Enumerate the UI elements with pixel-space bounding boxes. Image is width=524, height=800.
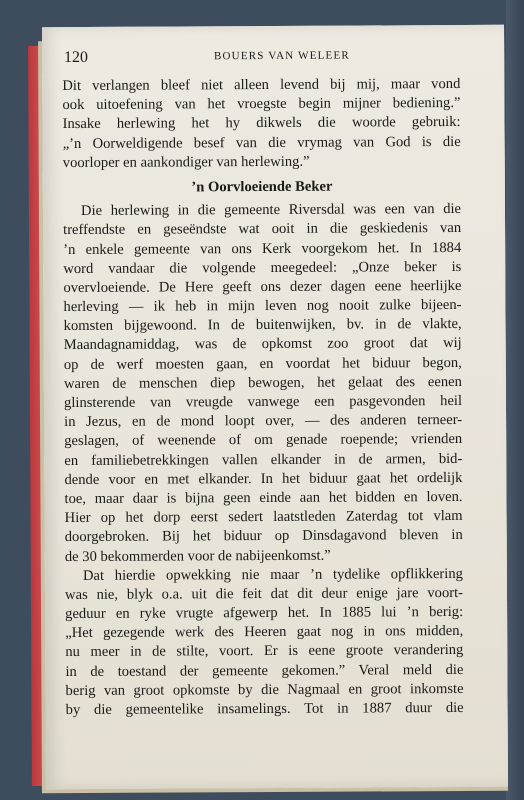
text-line: was nie, blyk o.a. uit die feit dat dit deur enige jare voort- (64, 584, 464, 603)
text-line: glinsterende van vreugde vanwege een pasgevonden heil (63, 392, 463, 412)
text-line: Maandagnamiddag, was de opkomst zoo groot dat wij (63, 335, 462, 354)
text-line: word vandaar die volgende meegedeel: „Onze beker is (63, 258, 462, 277)
text-line: treffendste en geseëndste wat ooit in die geskiedenis van (63, 220, 462, 239)
text-line: overvloeiende. De Here geeft ons dezer dagen eene heerlijke (63, 277, 462, 296)
text-line: doorgebroken. Bij het biduur op Dinsdagavond bleven in (64, 527, 463, 546)
text-line: Die herlewing in die gemeente Riversdal was een van die (80, 201, 462, 220)
text-line: Hier op het dorp eerst sedert laatstleden Zaterdag tot vlam (64, 508, 463, 527)
text-line: „Het gezegende werk des Heeren gaat nog in ons midden, (65, 623, 464, 642)
section-heading: ’n Oorvloeiende Beker (191, 178, 333, 196)
running-head: BOUERS VAN WELEER (213, 49, 350, 63)
text-line: de 30 bekommerden voor de nabijeenkomst.” (64, 547, 331, 565)
paragraph-1 (62, 75, 460, 173)
text-line: dende voor en met elkander. In het biduur gaat het ordelijk (64, 469, 463, 488)
text-line: op de werf moesten gaan, en voordat het biduur begon, (63, 354, 462, 373)
text-line: berig van groot opkomste by die Nagmaal en groot inkomste (65, 680, 464, 699)
text-line: geslagen, of weenende of om genade roepende; vrienden (64, 431, 463, 450)
text-line: by die gemeentelike insamelings. Tot in 1887 duur die (65, 699, 464, 719)
text-line: voorloper en aankondiger van herlewing.” (62, 153, 310, 171)
background-surface (506, 0, 524, 800)
body-text (62, 75, 463, 720)
text-line: Dat hierdie opwekking nie maar ’n tydelike opflikkering (82, 565, 463, 584)
text-line: Dit verlangen bleef niet alleen levend bij mij, maar vond (62, 75, 461, 95)
text-line: in Jezus, en de mond loopt over, — des anderen terneer- (64, 412, 463, 431)
text-line: herleving — ik heb in mijn leven nog nooit zulke bijeen- (63, 297, 462, 316)
text-line: ook uitoefening van het vroegste begin mijner bediening.” (62, 95, 461, 114)
page-header (64, 47, 464, 73)
text-line: en familiebetrekkingen vallen elkander in de armen, bid- (64, 450, 463, 469)
text-line: „’n Oorweldigende besef van die vrymag van God is die (62, 133, 461, 152)
text-line: in de toestand der gemeente gekomen.” Veral meld die (65, 661, 464, 680)
text-line: komsten bijgewoond. In de buitenwijken, bv. in de vlakte, (63, 316, 462, 335)
paragraph-3 (65, 565, 464, 721)
text-line: ’n enkele gemeente van ons Kerk voorgekom het. In 1884 (63, 239, 462, 258)
text-line: nu meer in de stilte, voort. Er is eene groote verandering (65, 642, 464, 661)
page-number: 120 (63, 48, 89, 67)
text-line: geduur en ryke vrugte afgewerp het. In 1885 lui ’n berig: (65, 604, 464, 623)
text-line: toe, maar daar is bijna geen einde aan het bidden en loven. (64, 488, 463, 507)
text-line: Insake herlewing het hy dikwels die woorde gebruik: (62, 114, 461, 133)
paragraph-2 (63, 200, 463, 567)
text-line: waren de menschen diep bewogen, het gelaat des eenen (63, 373, 462, 392)
